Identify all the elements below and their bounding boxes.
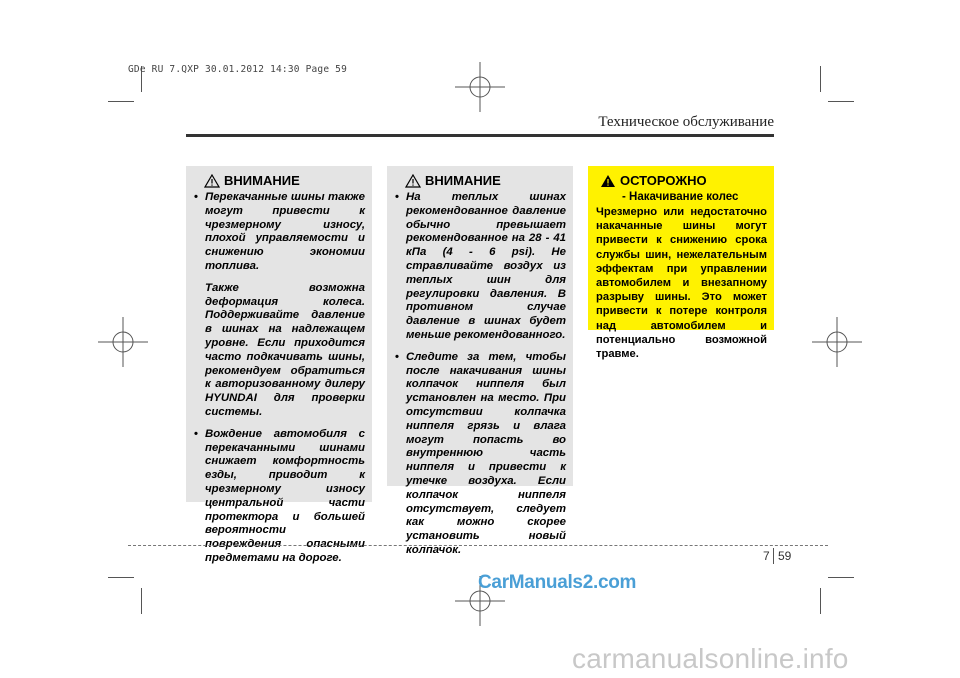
caution-box bbox=[588, 166, 774, 361]
crop-mark bbox=[820, 588, 821, 614]
list-item bbox=[194, 191, 365, 420]
page-number: 59 bbox=[778, 549, 792, 563]
print-slug-header: GDe RU 7.QXP 30.01.2012 14:30 Page 59 bbox=[128, 64, 348, 75]
bullet: • bbox=[395, 350, 399, 363]
warning-heading-label: ВНИМАНИЕ bbox=[224, 173, 300, 188]
warning-box-middle bbox=[387, 166, 573, 556]
registration-mark-right bbox=[812, 317, 862, 367]
title-rule bbox=[186, 134, 774, 137]
warning-list bbox=[395, 191, 566, 558]
warning-triangle-icon bbox=[405, 174, 421, 188]
warning-triangle-icon bbox=[600, 174, 616, 188]
registration-mark-left bbox=[98, 317, 148, 367]
crop-mark bbox=[108, 577, 134, 578]
crop-mark bbox=[141, 588, 142, 614]
list-item-text: На теплых шинах рекомендованное давление обычно превышает рекомендованное на 28 - 41 кПа (4 - 6 psi). Не стравливайте воздух из теплых шин для регулировки давления. В противном случае давление в шинах будет меньше рекомендованного. bbox=[406, 191, 566, 341]
crop-mark bbox=[828, 101, 854, 102]
site-watermark[interactable]: carmanualsonline.info bbox=[572, 643, 849, 674]
warning-triangle-icon bbox=[204, 174, 220, 188]
bullet: • bbox=[395, 191, 399, 203]
list-item bbox=[395, 191, 566, 343]
section-title: Техническое обслуживание bbox=[598, 114, 774, 130]
page-number-separator bbox=[773, 548, 774, 564]
list-item-text: Вождение автомобиля с перекачанными шинами снижает комфортность езды, приводит к чрезмерному износу центральной части протектора и большей вероятности повреждения опасными предметами на дороге. bbox=[205, 427, 365, 564]
chapter-number: 7 bbox=[763, 549, 770, 563]
footer-rule bbox=[128, 545, 828, 546]
caution-heading-label: ОСТОРОЖНО bbox=[620, 173, 707, 188]
warning-heading bbox=[405, 173, 566, 188]
bullet: • bbox=[194, 191, 198, 203]
warning-box-left bbox=[186, 166, 372, 564]
caution-body: Чрезмерно или недостаточно накачанные шины могут привести к снижению срока службы шин, нежелательным эффектам при управлении автомобилем и внезапному разрыву шины. Это может привести к потере контроля над автомобилем и потенциально возможной травме. bbox=[596, 206, 767, 361]
caution-subheading: - Накачивание колес bbox=[622, 191, 739, 203]
carmanuals-watermark[interactable]: CarManuals2.com bbox=[478, 572, 637, 593]
bullet: • bbox=[194, 427, 198, 440]
list-item-text: Следите за тем, чтобы после накачивания шины колпачок ниппеля был установлен на место. При отсутствии колпачка ниппеля грязь и влага могут попасть во внутреннюю часть ниппеля и привести к утечке воздуха. Если колпачок ниппеля отсутствует, следует как можно скорее установить новый колпачок. bbox=[406, 350, 566, 556]
warning-heading bbox=[204, 173, 365, 188]
registration-mark-top bbox=[455, 62, 505, 112]
caution-heading bbox=[600, 173, 767, 188]
list-item-text: Также возможна деформация колеса. Поддерживайте давление в шинах на надлежащем уровне. Если приходится часто подкачивать шины, рекомендуем обратиться к авторизованному дилеру HYUNDAI для проверки системы. bbox=[205, 281, 365, 418]
crop-mark bbox=[828, 577, 854, 578]
warning-heading-label: ВНИМАНИЕ bbox=[425, 173, 501, 188]
warning-list bbox=[194, 191, 365, 566]
list-item bbox=[395, 351, 566, 558]
crop-mark bbox=[820, 66, 821, 92]
crop-mark bbox=[108, 101, 134, 102]
list-item-text: Перекачанные шины также могут привести к чрезмерному износу, плохой управляемости и снижению экономии топлива. bbox=[205, 191, 365, 272]
